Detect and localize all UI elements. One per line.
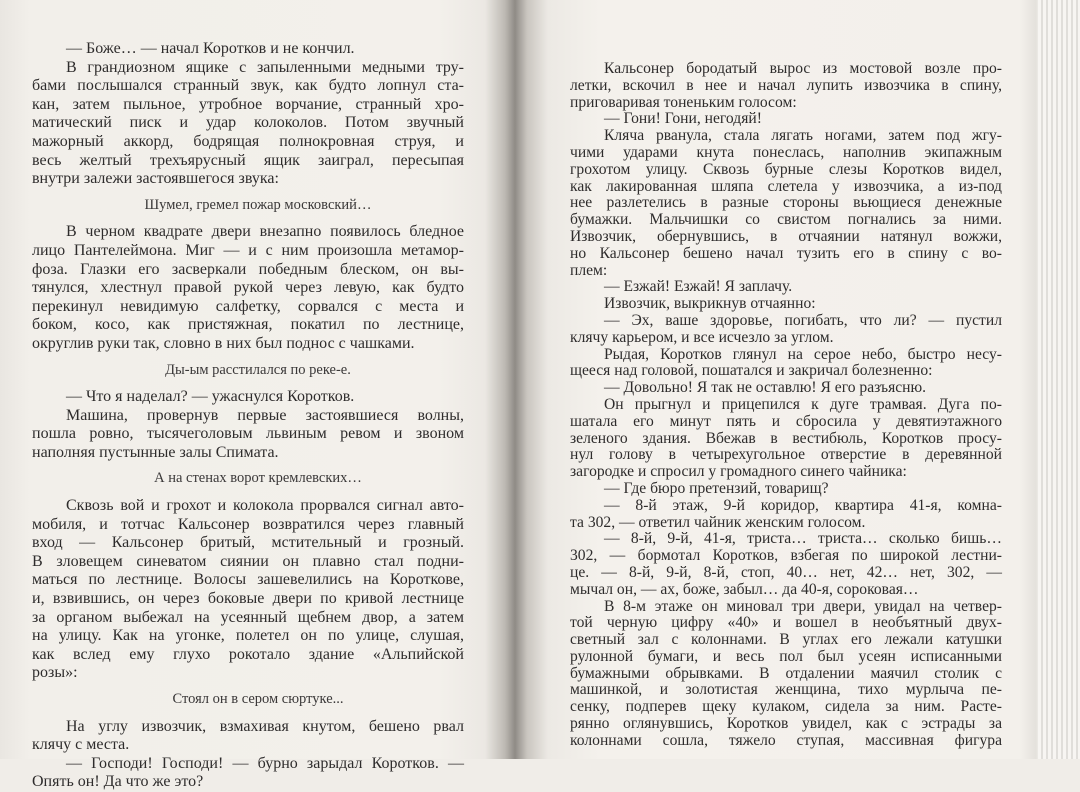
text-line: весь желтый трехъярусный ящик заиграл, пересыпая xyxy=(32,151,464,169)
verse-line: Шумел, гремел пожар московский… xyxy=(144,196,372,213)
text-line: мажорный аккорд, бодрящая полнокровная струя, и xyxy=(32,132,464,150)
text-line: В 8-м этаже он миновал три двери, увидал на четвер- xyxy=(604,597,1002,615)
text-line: приговаривая тоненьким голосом: xyxy=(570,93,797,111)
text-line: бумажки. Мальчишки со свистом погнались за ними. xyxy=(570,211,1002,229)
paragraph xyxy=(570,128,1002,279)
verse-quote xyxy=(32,361,464,380)
text-line: — Гони! Гони, негодяй! xyxy=(604,110,762,128)
text-line: рянно оглянувшись, Коротков увидел, как с эстрады за xyxy=(570,715,1002,733)
text-line: клячу с места. xyxy=(32,736,130,754)
text-line: чими ударами кнута понеслась, наполнив экипажным xyxy=(570,143,1002,161)
text-line: В грандиозном ящике с запыленными медными тру- xyxy=(66,58,464,76)
text-line: сенку, подперев щеку кулаком, сидела за ним. Расте- xyxy=(570,698,1002,716)
text-line: шатала его минут пять и сбросила у девятиэтажного xyxy=(570,412,1002,430)
paragraph xyxy=(32,59,464,189)
text-line: маться по лестнице. Волосы зашевелились на Короткове, xyxy=(32,571,464,589)
text-line: На углу извозчик, взмахивая кнутом, бешено рвал xyxy=(66,717,464,735)
verse-quote xyxy=(32,469,464,488)
text-line: Опять он! Да что же это? xyxy=(32,773,204,791)
verse-line: Ды-ым расстилался по реке-е. xyxy=(165,361,351,378)
text-line: — Эх, ваше здоровье, погибать, что ли? — пустил xyxy=(604,311,1002,329)
text-line: це. — 8-й, 9-й, 8-й, стоп, 40… нет, 42… нет, 302, — xyxy=(570,563,1002,581)
page-edges xyxy=(1038,0,1080,759)
paragraph xyxy=(32,497,464,683)
text-line: Рыдая, Коротков глянул на серое небо, быстро несу- xyxy=(604,345,1002,363)
text-line: Он прыгнул и прицепился к дуге трамвая. Дуга по- xyxy=(604,395,1002,413)
text-line: пошла ровно, тысячеголовым львиным ревом и звоном xyxy=(32,425,464,443)
verse-line: А на стенах ворот кремлевских… xyxy=(154,470,362,487)
text-line: бами послышался странный звук, как будто лопнул ста- xyxy=(32,77,464,95)
text-line: внутри залежи застоявшегося звука: xyxy=(32,170,279,188)
text-line: вход — Кальсонер бритый, мстительный и грозный. xyxy=(32,534,464,552)
paragraph xyxy=(32,755,464,792)
text-line: той черную цифру «40» и вошел в необъятный двух- xyxy=(570,614,1002,632)
paragraph xyxy=(570,599,1002,750)
text-line: лицо Пантелеймона. Миг — и с ним произошла метамор- xyxy=(32,241,464,259)
text-line: Кляча рванула, стала лягать ногами, затем под жгу- xyxy=(604,127,1002,145)
text-line: грохотом улицу. Сквозь бурные слезы Коротков видел, xyxy=(570,160,1002,178)
text-line: перекинул невидимую салфетку, сорвался с места и xyxy=(32,297,464,315)
text-line: мобиля, и тотчас Кальсонер возвратился через главный xyxy=(32,515,464,533)
text-line: — Где бюро претензий, товарищ? xyxy=(604,479,829,497)
paragraph xyxy=(32,407,464,463)
right-page xyxy=(570,61,1002,750)
text-line: наполняя пустынные залы Спимата. xyxy=(32,443,279,461)
text-line: — Что я наделал? — ужаснулся Коротков. xyxy=(66,388,355,406)
text-line: округлив руки так, словно в них был поднос с чашками. xyxy=(32,334,415,352)
paragraph xyxy=(570,347,1002,381)
text-line: розы»: xyxy=(32,664,78,682)
text-line: рулонной бумаги, и весь пол был усеян исписанными xyxy=(570,647,1002,665)
paragraph xyxy=(570,397,1002,481)
paragraph xyxy=(570,111,1002,128)
paragraph xyxy=(570,61,1002,111)
text-line: Сквозь вой и грохот и колокола прорвался сигнал авто- xyxy=(66,497,464,515)
text-line: — 8-й, 9-й, 41-я, триста… триста… сколько бишь… xyxy=(604,530,1002,548)
paragraph xyxy=(32,388,464,407)
text-line: матический писк и удар колоколов. Потом звучный xyxy=(32,114,464,132)
text-line: клячу карьером, и все исчезло за углом. xyxy=(570,328,834,346)
text-line: но Кальсонер бешено начал тузить его в спину с во- xyxy=(570,244,1002,262)
paragraph xyxy=(32,40,464,59)
text-line: машинкой, и золотистая женщина, тихо мурлыча пе- xyxy=(570,681,1002,699)
left-page xyxy=(32,40,464,792)
paragraph xyxy=(570,531,1002,598)
text-line: за органом выбежал на усеянный щебнем двор, а затем xyxy=(32,608,464,626)
paragraph xyxy=(570,313,1002,347)
paragraph xyxy=(570,498,1002,532)
text-line: бумажными обрывками. В отдалении маячил столик с xyxy=(570,664,1002,682)
text-line: плем: xyxy=(570,261,608,279)
text-line: Извозчик, выкрикнув отчаянно: xyxy=(604,295,816,313)
text-line: как вслед ему глухо рокотало здание «Альпийской xyxy=(32,645,464,663)
text-line: — Довольно! Я так не оставлю! Я его разъясню. xyxy=(604,379,927,397)
text-line: и, взвившись, он через боковые двери по кривой лестнице xyxy=(32,590,464,608)
verse-line: Стоял он в сером сюртуке... xyxy=(172,691,344,707)
text-line: кан, затем пыльное, утробное ворчание, странный хро- xyxy=(32,95,464,113)
text-line: мычал он, — ах, боже, забыл… да 40-я, сороковая… xyxy=(570,580,919,598)
text-line: та 302, — ответил чайник женским голосом. xyxy=(570,513,866,531)
text-line: В черном квадрате двери внезапно появилось бледное xyxy=(66,223,464,241)
text-line: — 8-й этаж, 9-й коридор, квартира 41-я, комна- xyxy=(604,496,1002,514)
text-line: на улицу. Как на угонке, полетел он по улице, слушая, xyxy=(32,627,464,645)
paragraph xyxy=(32,223,464,353)
text-line: боком, косо, как пристяжная, покатил по лестнице, xyxy=(32,316,464,334)
text-line: — Боже… — начал Коротков и не кончил. xyxy=(66,40,355,57)
text-line: летки, вскочил в нее и начал лупить извозчика в спину, xyxy=(570,76,1002,94)
text-line: загородке и спросил у громадного синего чайника: xyxy=(570,463,907,481)
text-line: Машина, провернув первые застоявшиеся волны, xyxy=(66,406,464,424)
text-line: Кальсонер бородатый вырос из мостовой возле про- xyxy=(604,60,1002,77)
text-line: В зловещем синеватом сиянии он плавно стал подни- xyxy=(32,552,464,570)
text-line: фоза. Глазки его засверкали победным блеском, он вы- xyxy=(32,260,464,278)
text-line: 302, — бормотал Коротков, взбегая по широкой лестни- xyxy=(570,547,1002,565)
text-line: щееся над головой, пошатался и закричал болезненно: xyxy=(570,362,933,380)
paragraph xyxy=(570,380,1002,397)
text-line: тянулся, хлестнул правой рукой через левую, как будто xyxy=(32,279,464,297)
text-line: нее разлетелись в разные стороны вьющиеся денежные xyxy=(570,194,1002,212)
paragraph xyxy=(570,279,1002,296)
text-line: колоннами сошла, тяжело ступая, массивная фигура xyxy=(570,731,1002,749)
text-line: Извозчик, обернувшись, в отчаянии натянул вожжи, xyxy=(570,227,1002,245)
text-line: зеленого здания. Вбежав в вестибюль, Коротков просу- xyxy=(570,429,1002,447)
text-line: — Езжай! Езжай! Я заплачу. xyxy=(604,278,793,296)
verse-quote xyxy=(32,690,464,709)
verse-quote xyxy=(32,196,464,215)
text-line: светный зал с колоннами. В углах его лежали катушки xyxy=(570,631,1002,649)
text-line: — Господи! Господи! — бурно зарыдал Коротков. — xyxy=(66,754,464,772)
text-line: как лакированная шляпа слетела у извозчика, а из-под xyxy=(570,177,1002,195)
paragraph xyxy=(32,718,464,755)
paragraph xyxy=(570,481,1002,498)
paragraph xyxy=(570,296,1002,313)
text-line: нул голову в четырехугольное отверстие в деревянной xyxy=(570,446,1002,464)
